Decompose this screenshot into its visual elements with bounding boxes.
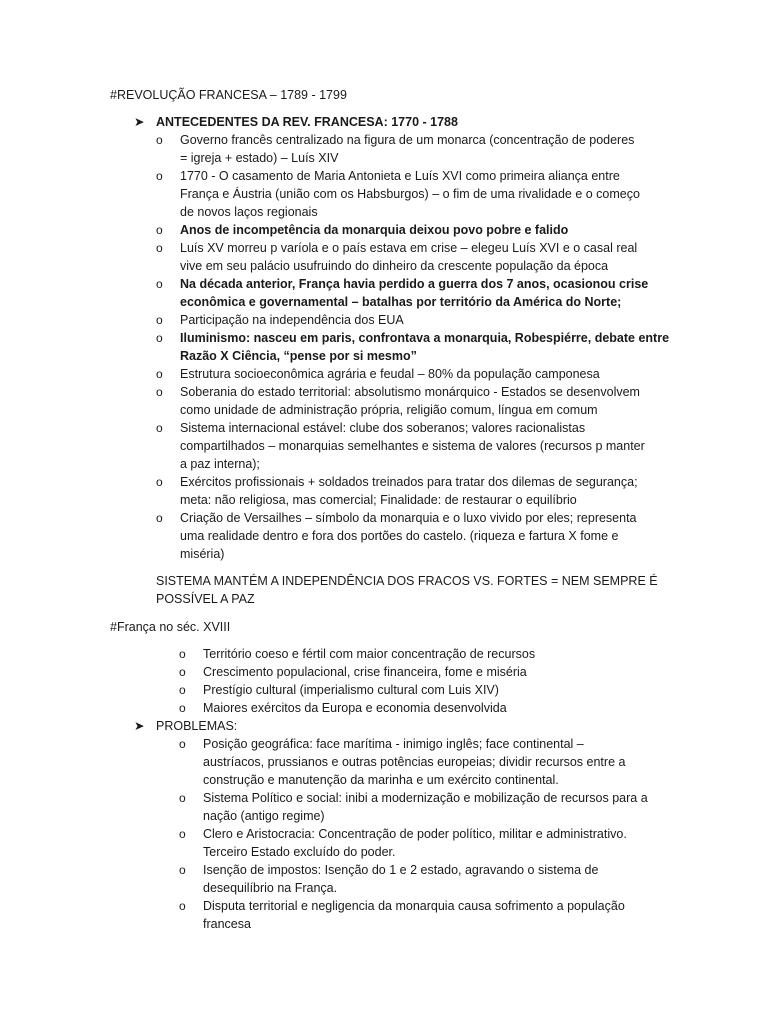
problemas-list	[179, 735, 648, 933]
document-page: #REVOLUÇÃO FRANCESA – 1789 - 1799 ➤ ANTECEDENTES DA REV. FRANCESA: 1770 - 1788 o Governo francês centralizado na figura de um monarca (concentração de poderes = igreja + estado) – Luís XIV o 1770 - O casamento de Maria Antonieta e Luís XVI como primeira aliança entre França e Áustria (união com os Habsburgos) – o fim de uma rivalidade e o começo de novos laços regionais o Anos de incompetência da monarquia deixou povo pobre e falido o Luís XV morreu p varíola e o país estava em crise – elegeu Luís XVI e o casal real vive em seu palácio usufruindo do dinheiro da crescente população da época o Na década anterior, França havia perdido a guerra dos 7 anos, ocasionou crise econômica e governamental – batalhas por território da América do Norte; o Participação na independência dos EUA o Iluminismo: nasceu em paris, confrontava a monarquia, Robespiérre, debate entre Razão X Ciência, “pense por si mesmo” o Estrutura socioeconômica agrária e feudal – 80% da população camponesa o Soberania do estado territorial: absolutismo monárquico - Estados se desenvolvem como unidade de administração própria, religião comum, língua em comum o Sistema internacional estável: clube dos soberanos; valores racionalistas compartilhados – monarquias semelhantes e sistema de valores (recursos p manter a paz interna); o Exércitos profissionais + soldados treinados para tratar dos dilemas de segurança; meta: não religiosa, mas comercial; Finalidade: de restaurar o equilíbrio o Criação de Versailhes – símbolo da monarquia e o luxo vivido por eles; representa uma realidade dentro e fora dos portões do castelo. (riqueza e fartura X fome e miséria) SISTEMA MANTÉM A INDEPENDÊNCIA DOS FRACOS VS. FORTES = NEM SEMPRE É POSSÍVEL A PAZ #França no séc. XVIII o Território coeso e fértil com maior concentração de recursos o Crescimento populacional, crise financeira, fome e miséria o Prestígio cultural (imperialismo cultural com Luis XIV) o Maiores exércitos da Europa e economia desenvolvida ➤ PROBLEMAS: o Posição geográfica: face marítima - inimigo inglês; face continental – austríacos, prussianos e outras potências europeias; dividir recursos entre a construção e manutenção da marinha e um exército continental. o Sistema Político e social: inibi a modernização e mobilização de recursos para a nação (antigo regime) o Clero e Aristocracia: Concentração de poder político, militar e administrativo. Terceiro Estado excluído do poder. o Isenção de impostos: Isenção do 1 e 2 estado, agravando o sistema de desequilíbrio na França. o Disputa territorial e negligencia da monarquia causa sofrimento a população francesa	[110, 88, 670, 931]
list-item-line: Clero e Aristocracia: Concentração de poder político, militar e administrativo.	[203, 827, 627, 841]
list-item-line: de novos laços regionais	[180, 205, 318, 219]
list-item-line: Na década anterior, França havia perdido a guerra dos 7 anos, ocasionou crise	[180, 277, 649, 291]
circle-bullet-icon: o	[179, 791, 186, 805]
circle-bullet-icon: o	[179, 863, 186, 877]
arrow-bullet-icon: ➤	[134, 719, 145, 733]
list-item	[156, 221, 669, 239]
circle-bullet-icon: o	[156, 331, 163, 345]
list-item-line: Posição geográfica: face marítima - inimigo inglês; face continental –	[203, 737, 584, 751]
franca-list	[179, 645, 536, 717]
list-item-line: Razão X Ciência, “pense por si mesmo”	[180, 349, 417, 363]
list-item-line: a paz interna);	[180, 457, 260, 471]
list-item-line: construção e manutenção da marinha e um exército continental.	[203, 773, 559, 787]
circle-bullet-icon: o	[156, 223, 163, 237]
list-item-line: Sistema internacional estável: clube dos soberanos; valores racionalistas	[180, 421, 586, 435]
circle-bullet-icon: o	[179, 683, 186, 697]
document-title: #REVOLUÇÃO FRANCESA – 1789 - 1799	[110, 88, 347, 102]
list-item-line: Terceiro Estado excluído do poder.	[203, 845, 396, 859]
list-item	[179, 897, 648, 933]
circle-bullet-icon: o	[179, 737, 186, 751]
list-item	[156, 473, 669, 509]
list-item-line: Soberania do estado territorial: absolutismo monárquico - Estados se desenvolvem	[180, 385, 640, 399]
list-item-line: vive em seu palácio usufruindo do dinheiro da crescente população da época	[180, 259, 609, 273]
circle-bullet-icon: o	[179, 827, 186, 841]
list-item-line: Sistema Político e social: inibi a modernização e mobilização de recursos para a	[203, 791, 648, 805]
list-item-line: Disputa territorial e negligencia da monarquia causa sofrimento a população	[203, 899, 625, 913]
list-item	[156, 239, 669, 275]
list-item-line: Criação de Versailhes – símbolo da monarquia e o luxo vivido por eles; representa	[180, 511, 637, 525]
circle-bullet-icon: o	[156, 277, 163, 291]
list-item	[156, 329, 670, 365]
list-item-line: econômica e governamental – batalhas por território da América do Norte;	[180, 295, 622, 309]
list-item-line: Governo francês centralizado na figura de um monarca (concentração de poderes	[180, 133, 635, 147]
list-item-line: nação (antigo regime)	[203, 809, 325, 823]
arrow-bullet-icon: ➤	[134, 115, 145, 129]
list-item	[179, 825, 648, 861]
circle-bullet-icon: o	[156, 169, 163, 183]
list-item-line: Anos de incompetência da monarquia deixou povo pobre e falido	[180, 223, 569, 237]
list-item-line: como unidade de administração própria, religião comum, língua em comum	[180, 403, 598, 417]
circle-bullet-icon: o	[179, 665, 186, 679]
circle-bullet-icon: o	[156, 367, 163, 381]
section-conclusion	[156, 572, 658, 608]
circle-bullet-icon: o	[179, 899, 186, 913]
circle-bullet-icon: o	[156, 511, 163, 525]
list-item-line: França e Áustria (união com os Habsburgos) – o fim de uma rivalidade e o começo	[180, 187, 640, 201]
circle-bullet-icon: o	[156, 421, 163, 435]
list-item-line: Luís XV morreu p varíola e o país estava em crise – elegeu Luís XVI e o casal real	[180, 241, 638, 255]
list-item-line: = igreja + estado) – Luís XIV	[180, 151, 339, 165]
list-item-line: meta: não religiosa, mas comercial; Finalidade: de restaurar o equilíbrio	[180, 493, 577, 507]
list-item-line: austríacos, prussianos e outras potências europeias; dividir recursos entre a	[203, 755, 626, 769]
list-item	[156, 275, 669, 311]
section-heading-franca: #França no séc. XVIII	[110, 620, 231, 634]
list-item	[179, 645, 536, 663]
circle-bullet-icon: o	[156, 313, 163, 327]
circle-bullet-icon: o	[156, 241, 163, 255]
list-item-line: Maiores exércitos da Europa e economia desenvolvida	[203, 701, 507, 715]
list-item	[156, 167, 669, 221]
list-item-line: Território coeso e fértil com maior concentração de recursos	[203, 647, 536, 661]
list-item-line: Exércitos profissionais + soldados treinados para tratar dos dilemas de segurança;	[180, 475, 638, 489]
list-item	[156, 419, 669, 473]
list-item	[156, 365, 669, 383]
antecedentes-list	[156, 131, 670, 563]
list-item-line: 1770 - O casamento de Maria Antonieta e Luís XVI como primeira aliança entre	[180, 169, 620, 183]
list-item-line: Isenção de impostos: Isenção do 1 e 2 estado, agravando o sistema de	[203, 863, 599, 877]
list-item-line: Estrutura socioeconômica agrária e feudal – 80% da população camponesa	[180, 367, 600, 381]
circle-bullet-icon: o	[179, 701, 186, 715]
list-item-line: miséria)	[180, 547, 225, 561]
list-item-line: compartilhados – monarquias semelhantes e sistema de valores (recursos p manter	[180, 439, 645, 453]
circle-bullet-icon: o	[156, 385, 163, 399]
list-item-line: Iluminismo: nasceu em paris, confrontava a monarquia, Robespiérre, debate entre	[180, 331, 670, 345]
list-item	[156, 383, 669, 419]
list-item	[179, 681, 535, 699]
list-item-line: francesa	[203, 917, 251, 931]
list-item-line: desequilíbrio na França.	[203, 881, 338, 895]
list-item	[156, 509, 669, 563]
list-item-line: uma realidade dentro e fora dos portões do castelo. (riqueza e fartura X fome e	[180, 529, 619, 543]
circle-bullet-icon: o	[156, 133, 163, 147]
list-item	[156, 311, 669, 329]
list-item	[179, 861, 648, 897]
list-item	[179, 699, 535, 717]
circle-bullet-icon: o	[179, 647, 186, 661]
list-item	[156, 131, 669, 167]
circle-bullet-icon: o	[156, 475, 163, 489]
list-item	[179, 735, 648, 789]
list-item-line: Prestígio cultural (imperialismo cultural com Luis XIV)	[203, 683, 499, 697]
conclusion-line: SISTEMA MANTÉM A INDEPENDÊNCIA DOS FRACOS VS. FORTES = NEM SEMPRE É	[156, 574, 658, 588]
list-item	[179, 789, 648, 825]
list-item-line: Participação na independência dos EUA	[180, 313, 404, 327]
list-item-line: Crescimento populacional, crise financeira, fome e miséria	[203, 665, 527, 679]
conclusion-line: POSSÍVEL A PAZ	[156, 592, 255, 606]
list-item	[179, 663, 535, 681]
